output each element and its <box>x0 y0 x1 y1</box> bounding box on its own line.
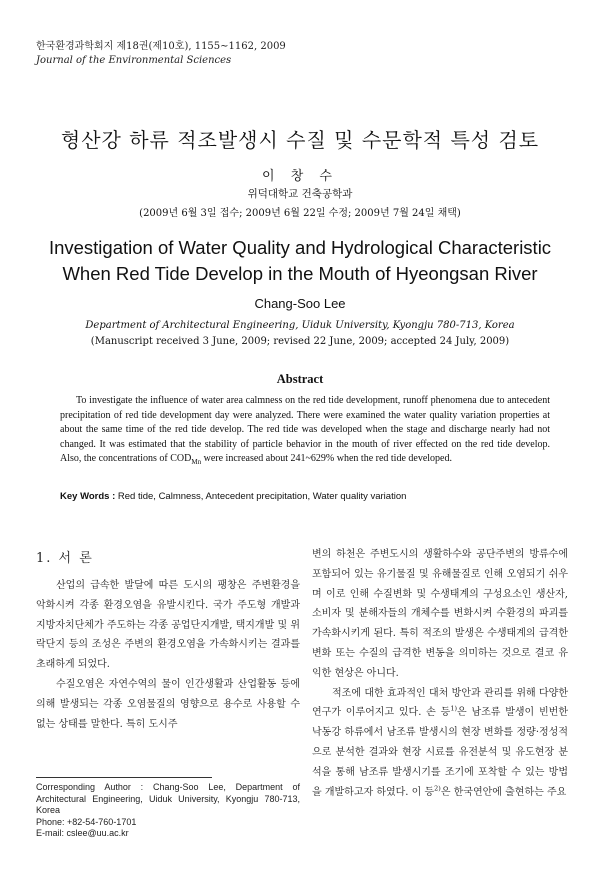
abstract-body <box>60 394 550 467</box>
title-english-line1: Investigation of Water Quality and Hydrological Characteristic <box>48 237 552 258</box>
paragraph: 수질오염은 자연수역의 물이 인간생활과 산업활동 등에 의해 발생되는 각종 오염물질의 영향으로 용수로 사용할 수 없는 상태를 말한다. 특히 도시주 <box>36 678 300 730</box>
footnote <box>36 782 300 840</box>
phone: Phone: +82-54-760-1701 <box>36 816 137 827</box>
right-column <box>312 545 568 802</box>
section-heading: 1. 서 론 <box>36 551 94 566</box>
title-english <box>0 235 600 287</box>
keywords-label: Key Words : <box>60 491 116 502</box>
journal-citation-ko: 한국환경과학회지 제18권(제10호), 1155∼1162, 2009 <box>36 41 286 52</box>
paragraph: 변의 하천은 주변도시의 생활하수와 공단주변의 방류수에 포함되어 있는 유기물질 및 유해물질로 인해 오염되기 쉬우며 이로 인해 수질변화 및 수생태계의 구성요소인 생산자, 소비자 및 분해자들의 개체수를 변화시켜 수환경의 파괴를 가속화시키게 된다. 특히 적조의 발생은 수생태계의 급격한 변화 또는 수질의 급격한 변동을 의미하는 것으로 결코 유익한 현상은 아니다. <box>312 549 568 679</box>
dates-english: (Manuscript received 3 June, 2009; revised 22 June, 2009; accepted 24 July, 2009) <box>90 336 510 347</box>
left-column <box>36 548 300 734</box>
abstract-heading: Abstract <box>276 372 324 386</box>
affiliation-english: Department of Architectural Engineering, Uiduk University, Kyongju 780-713, Korea <box>85 320 515 331</box>
title-korean: 형산강 하류 적조발생시 수질 및 수문학적 특성 검토 <box>60 128 540 152</box>
abstract-text: To investigate the influence of water area calmness on the red tide development, runoff phenomena due to antecedent precipitation of red tide development day were analyzed. There were examined the water quality variation properties at about the same time of the red tide develop. The red tide was developed when the stage and discharge nearly had not changed. It was estimated that the stability of particle behavior in the mouth of river effected on the red tide develop. Also, the concentrations of $COD_{Mn}$ were increased about 241~629% when the red tide developed. <box>60 395 550 466</box>
email-link[interactable]: E-mail: cslee@uu.ac.kr <box>36 828 129 838</box>
author-korean: 이 창 수 <box>262 169 338 184</box>
author-english: Chang-Soo Lee <box>254 296 346 311</box>
paragraph: 산업의 급속한 발달에 따른 도시의 팽창은 주변환경을 악화시켜 각종 환경오염을 유발시킨다. 국가 주도형 개발과 지방자치단체가 주도하는 각종 공업단지개발, 택지개발 및 위락단지 등의 조성은 주변의 환경오염을 가속화시키는 결과를 초래하게 되었다. <box>36 580 300 671</box>
dates-korean: (2009년 6월 3일 접수; 2009년 6월 22일 수정; 2009년 7월 24일 채택) <box>139 208 461 219</box>
keywords-text: Red tide, Calmness, Antecedent precipitation, Water quality variation <box>115 491 407 502</box>
reference-marker: 1) <box>450 705 457 714</box>
affiliation-korean: 위덕대학교 건축공학과 <box>247 188 353 200</box>
title-english-line2: When Red Tide Develop in the Mouth of Hyeongsan River <box>62 263 538 284</box>
journal-header <box>36 40 286 68</box>
corresponding-author: Corresponding Author : Chang-Soo Lee, Department of Architectural Engineering, Uiduk University, Kyongju 780-713, Korea <box>36 782 300 815</box>
journal-name-en: Journal of the Environmental Sciences <box>36 55 232 66</box>
footnote-divider <box>36 777 212 778</box>
cod-subscript: Mn <box>191 458 202 466</box>
paragraph: 적조에 대한 효과적인 대처 방안과 관리를 위해 다양한 연구가 이루어지고 있다. 손 등$^{1)}$은 남조류 발생이 빈번한 낙동강 하류에서 남조류 발생시의 현장 변화를 정량·정성적으로 분석한 결과와 현장 시료를 유전분석 및 유도현장 분석을 통해 남조류 발생시기를 조기에 포착할 수 있는 방법을 개발하고자 하였다. 이 등$^{2)}$은 한국연안에 출현하는 주요 <box>312 687 568 798</box>
reference-marker: 2) <box>434 784 441 793</box>
keywords <box>60 491 550 502</box>
